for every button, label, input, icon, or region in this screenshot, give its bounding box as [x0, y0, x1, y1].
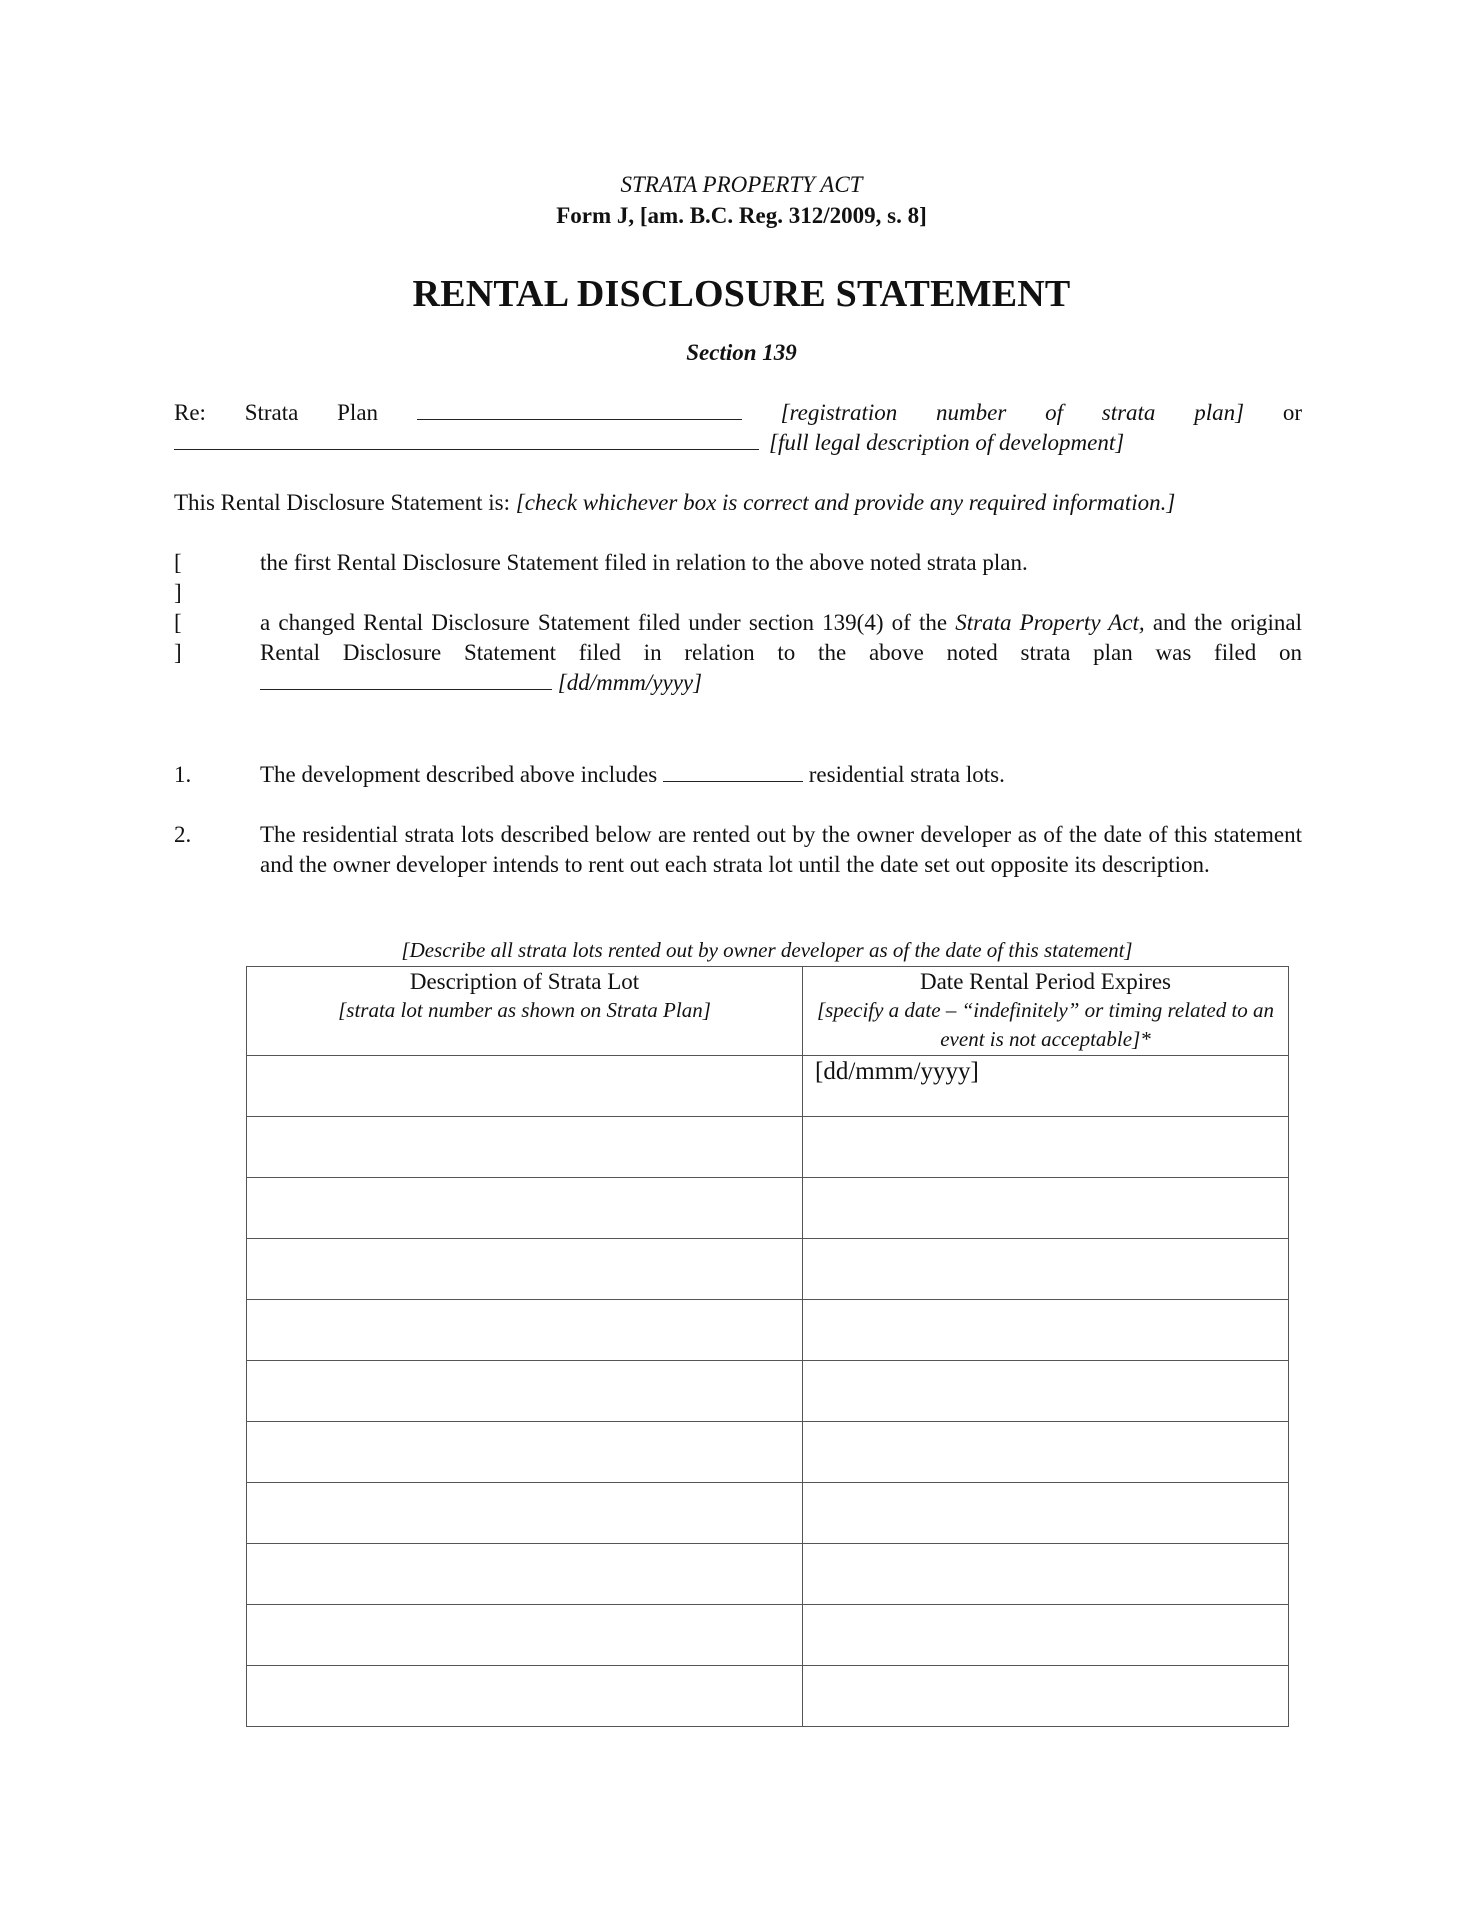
checkbox-first-statement[interactable]: [ ] [174, 550, 200, 605]
table-row [247, 1178, 1289, 1239]
table-row [247, 1483, 1289, 1544]
rental-expiry-date-cell[interactable] [803, 1239, 1289, 1300]
registration-hint-number: number [936, 400, 1007, 425]
rental-expiry-date-cell[interactable] [803, 1544, 1289, 1605]
legal-description-field[interactable] [174, 429, 759, 450]
strata-lot-description-cell[interactable] [247, 1361, 803, 1422]
section-reference: Section 139 [686, 340, 797, 365]
strata-lot-description-cell[interactable] [247, 1117, 803, 1178]
option-changed-act-name: Strata Property Act, [955, 610, 1145, 635]
table-row [247, 1422, 1289, 1483]
strata-label: Strata [244, 400, 299, 425]
table-row [247, 1056, 1289, 1117]
rental-expiry-date-cell[interactable] [803, 1605, 1289, 1666]
strata-lot-description-cell[interactable] [247, 1666, 803, 1727]
intro-lead: This Rental Disclosure Statement is: [174, 490, 511, 515]
option-changed-statement-text [260, 608, 1302, 698]
table-row [247, 1544, 1289, 1605]
strata-lot-description-cell[interactable] [247, 1422, 803, 1483]
rental-expiry-date-cell[interactable] [803, 1422, 1289, 1483]
table-header-row [247, 967, 1289, 1056]
or-word: or [1282, 400, 1302, 425]
rental-expiry-date-cell[interactable] [803, 1056, 1289, 1117]
registration-hint-plan: plan] [1194, 400, 1245, 425]
item-1-text-a: The development described above includes [260, 762, 658, 787]
registration-hint: [registration [780, 400, 898, 425]
strata-lot-description-cell[interactable] [247, 1300, 803, 1361]
column-title-description: Description of Strata Lot [409, 969, 640, 994]
option-first-statement-text: the first Rental Disclosure Statement filed in relation to the above noted strata plan. [260, 550, 1028, 575]
item-number: 2. [174, 822, 192, 847]
column-header-description [247, 967, 803, 1056]
date-placeholder: [dd/mmm/yyyy] [815, 1058, 979, 1085]
plan-label: Plan [337, 400, 379, 425]
strata-lot-description-cell[interactable] [247, 1239, 803, 1300]
strata-plan-number-field[interactable] [417, 399, 742, 420]
re-label: Re: [174, 400, 206, 425]
table-row [247, 1361, 1289, 1422]
checkbox-changed-statement[interactable]: [ ] [174, 610, 200, 665]
table-row [247, 1239, 1289, 1300]
item-1-text-b: residential strata lots. [808, 762, 1005, 787]
rental-expiry-date-cell[interactable] [803, 1178, 1289, 1239]
intro-instruction: [check whichever box is correct and provide any required information.] [515, 490, 1176, 515]
item-rented-lots: The residential strata lots described below are rented out by the owner developer as of the date of this statement and the owner developer intends to rent out each strata lot until the date set out opposite its description. [260, 822, 1302, 877]
table-body [247, 1056, 1289, 1727]
rental-expiry-date-cell[interactable] [803, 1483, 1289, 1544]
form-reference: Form J, [am. B.C. Reg. 312/2009, s. 8] [556, 203, 927, 228]
act-title: STRATA PROPERTY ACT [620, 172, 863, 197]
strata-lot-description-cell[interactable] [247, 1605, 803, 1666]
rental-expiry-date-cell[interactable] [803, 1300, 1289, 1361]
registration-hint-strata: strata [1101, 400, 1156, 425]
legal-description-line [174, 428, 1302, 458]
option-changed-text-b: and the original Rental Disclosure Statement filed in relation to the above noted strata plan was filed on [260, 610, 1303, 665]
option-changed-text-a: a changed Rental Disclosure Statement filed under section 139(4) of the [260, 610, 948, 635]
original-filing-date-hint: [dd/mmm/yyyy] [557, 670, 703, 695]
page-title: RENTAL DISCLOSURE STATEMENT [412, 273, 1071, 315]
column-subtitle-description: [strata lot number as shown on Strata Plan] [338, 998, 711, 1022]
rented-lots-table [246, 966, 1289, 1727]
residential-lots-count-field[interactable] [663, 761, 803, 782]
rental-expiry-date-cell[interactable] [803, 1361, 1289, 1422]
column-subtitle-date: [specify a date – “indefinitely” or timing related to an event is not acceptable]* [816, 998, 1275, 1051]
rental-expiry-date-cell[interactable] [803, 1117, 1289, 1178]
strata-lot-description-cell[interactable] [247, 1544, 803, 1605]
table-row [247, 1300, 1289, 1361]
rental-expiry-date-cell[interactable] [803, 1666, 1289, 1727]
legal-description-hint: [full legal description of development] [769, 430, 1125, 455]
column-header-date [803, 967, 1289, 1056]
table-row [247, 1117, 1289, 1178]
registration-hint-of: of [1045, 400, 1063, 425]
item-number: 1. [174, 762, 192, 787]
re-line [174, 398, 1302, 428]
table-row [247, 1666, 1289, 1727]
table-row [247, 1605, 1289, 1666]
original-filing-date-field[interactable] [260, 669, 552, 690]
table-caption: [Describe all strata lots rented out by owner developer as of the date of this statement] [401, 938, 1133, 962]
strata-lot-description-cell[interactable] [247, 1056, 803, 1117]
strata-lot-description-cell[interactable] [247, 1178, 803, 1239]
strata-lot-description-cell[interactable] [247, 1483, 803, 1544]
item-residential-lots [260, 760, 1302, 790]
intro-line [174, 488, 1302, 518]
column-title-date: Date Rental Period Expires [919, 969, 1171, 994]
